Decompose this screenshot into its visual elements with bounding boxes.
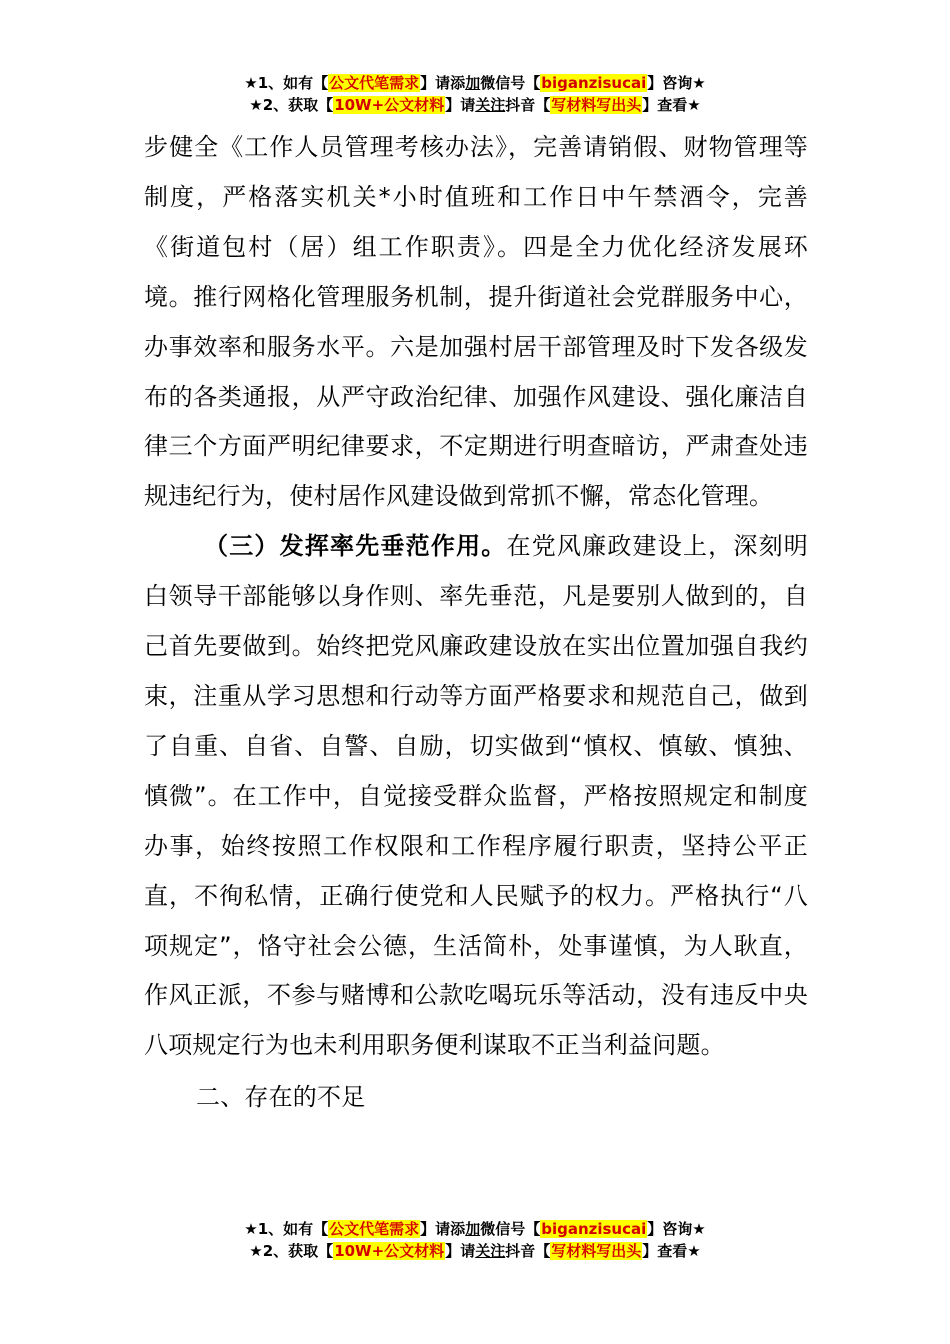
section-heading-2: 二、存在的不足 xyxy=(196,1083,366,1112)
highlight-douyin-account: 写材料写出头 xyxy=(551,96,642,114)
highlight-wechat-id: biganzisucai xyxy=(541,74,647,92)
section-heading-3: （三）发挥率先垂范作用。 xyxy=(204,532,507,561)
footer-line-2: ★2、获取【10W+公文材料】请关注抖音【写材料写出头】查看★ xyxy=(249,1242,701,1260)
paragraph-2: （三）发挥率先垂范作用。在党风廉政建设上，深刻明白领导干部能够以身作则、率先垂范，凡是要别人做到的，自己首先要做到。始终把党风廉政建设放在实出位置加强自我约束，注重从学习思想和行动等方面严格要求和规范自己，做到了自重、自省、自警、自励，切实做到“慎权、慎敏、慎独、慎微”。在工作中，自觉接受群众监督，严格按照规定和制度办事，始终按照工作权限和工作程序履行职责，坚持公平正直，不徇私情，正确行使党和人民赋予的权力。严格执行“八项规定”，恪守社会公德，生活简朴，处事谨慎，为人耿直，作风正派，不参与赌博和公款吃喝玩乐等活动，没有违反中央八项规定行为也未利用职务便利谋取不正当利益问题。 xyxy=(144,532,808,1060)
footer-line-1: ★1、如有【公文代笔需求】请添加微信号【biganzisucai】咨询★ xyxy=(244,1220,706,1238)
document-body xyxy=(144,123,808,1123)
header-banner xyxy=(0,72,950,116)
banner-line-1: ★1、如有【公文代笔需求】请添加微信号【biganzisucai】咨询★ xyxy=(244,74,706,92)
paragraph-1: 步健全《工作人员管理考核办法》，完善请销假、财物管理等制度，严格落实机关*小时值班和工作日中午禁酒令，完善《街道包村（居）组工作职责》。四是全力优化经济发展环境。推行网格化管理服务机制，提升街道社会党群服务中心，办事效率和服务水平。六是加强村居干部管理及时下发各级发布的各类通报，从严守政治纪律、加强作风建设、强化廉洁自律三个方面严明纪律要求，不定期进行明查暗访，严肃查处违规违纪行为，使村居作风建设做到常抓不懈，常态化管理。 xyxy=(144,133,808,511)
banner-line-2: ★2、获取【10W+公文材料】请关注抖音【写材料写出头】查看★ xyxy=(249,96,701,114)
highlight-materials: 10W+公文材料 xyxy=(334,96,445,114)
footer-banner xyxy=(0,1218,950,1262)
highlight-service: 公文代笔需求 xyxy=(329,74,420,92)
